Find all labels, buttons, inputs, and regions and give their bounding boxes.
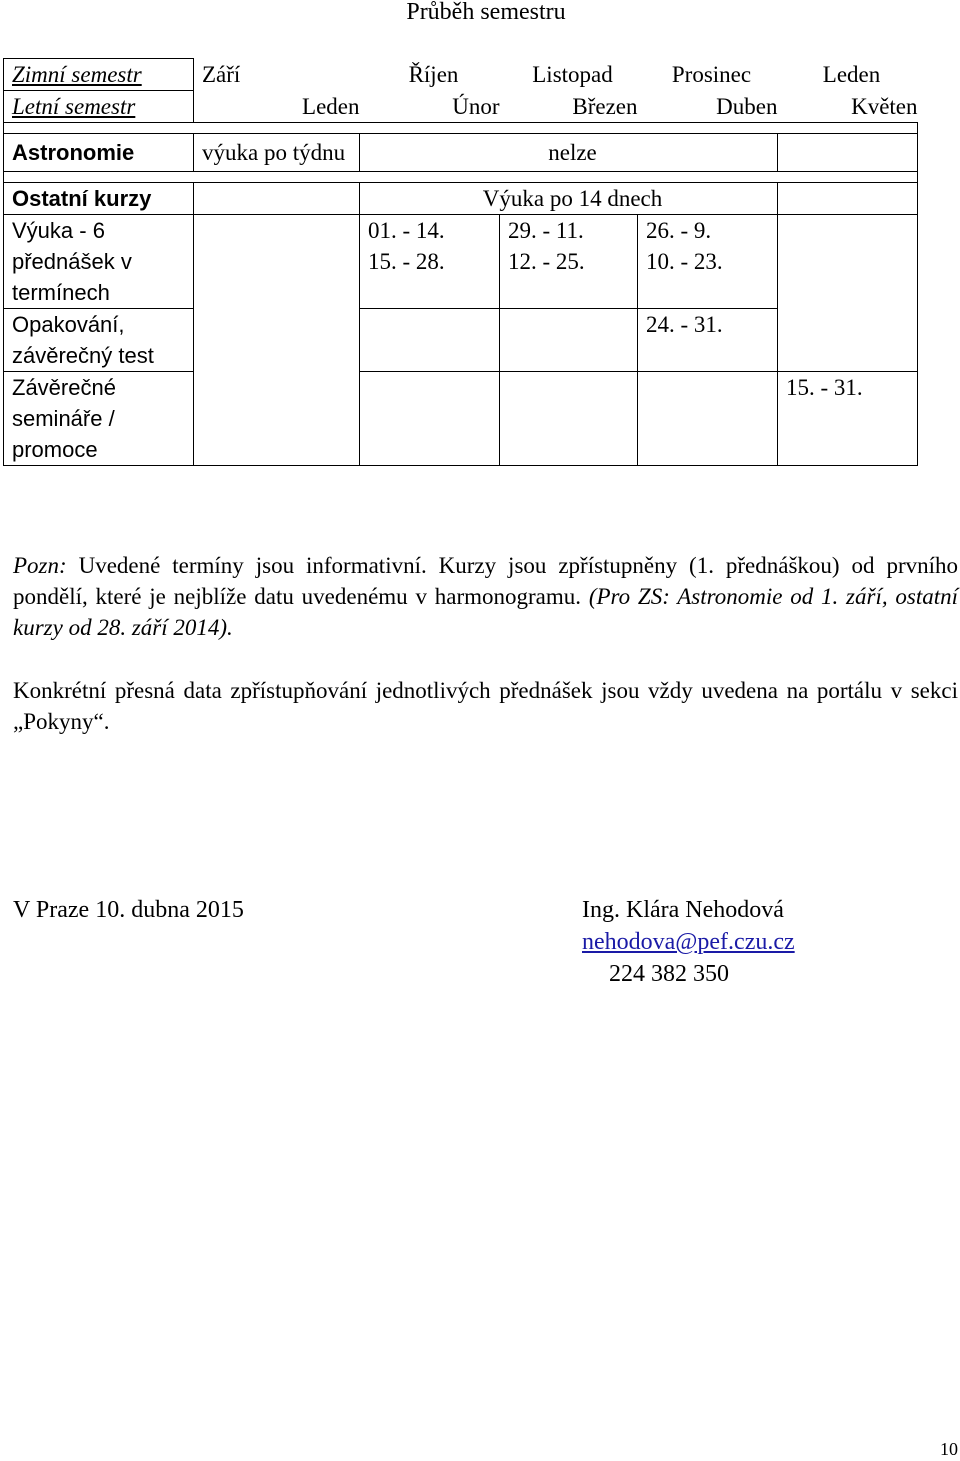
summer-semester-label: Letní semestr — [4, 91, 194, 123]
signature-name: Ing. Klára Nehodová — [582, 897, 784, 923]
zaverecne-label: Závěrečné semináře / promoce — [4, 372, 194, 466]
date-range-cell: 29. - 11. 12. - 25. — [500, 215, 638, 309]
winter-semester-label: Zimní semestr — [4, 59, 194, 91]
astronomie-mode: výuka po týdnu — [194, 134, 360, 172]
astronomie-label: Astronomie — [4, 134, 194, 172]
month-cell: Březen — [572, 93, 638, 119]
date-range-cell: 01. - 14. 15. - 28. — [360, 215, 500, 309]
month-cell: Květen — [851, 93, 918, 119]
ostatni-kurzy-row — [4, 183, 918, 215]
month-cell: Říjen — [408, 61, 459, 87]
page-title: Průběh semestru — [406, 0, 566, 25]
month-cell: Leden — [822, 61, 881, 87]
summer-semester-row — [4, 91, 918, 123]
month-cell: Duben — [716, 93, 778, 119]
month-cell: Prosinec — [671, 61, 752, 87]
date-range-cell: 26. - 9. 10. - 23. — [638, 215, 778, 309]
semester-schedule-table — [3, 58, 918, 466]
note-paragraph: Pozn: Uvedené termíny jsou informativní. Kurzy jsou zpřístupněny (1. přednáškou) od prvního pondělí, které je nejblíže datu uvedenému v harmonogramu. (Pro ZS: Astronomie od 1. září, ostatní kurzy od 28. září 2014). — [13, 553, 959, 640]
winter-semester-row — [4, 59, 918, 91]
month-cell: Listopad — [532, 61, 613, 87]
ostatni-kurzy-label: Ostatní kurzy — [4, 183, 194, 215]
date-range-cell: 24. - 31. — [638, 309, 778, 372]
place-date: V Praze 10. dubna 2015 — [13, 897, 244, 923]
vyuka-label: Výuka - 6 přednášek v termínech — [4, 215, 194, 309]
vyuka-row — [4, 215, 918, 309]
page-number: 10 — [940, 1439, 958, 1459]
month-cell: Září — [202, 61, 241, 87]
ostatni-kurzy-mode: Výuka po 14 dnech — [360, 183, 778, 215]
email-link[interactable]: nehodova@pef.czu.cz — [582, 929, 795, 955]
opakovani-label: Opakování, závěrečný test — [4, 309, 194, 372]
month-cell: Leden — [302, 93, 360, 119]
phone-number: 224 382 350 — [609, 961, 729, 987]
portal-note-paragraph: Konkrétní přesná data zpřístupňování jednotlivých přednášek jsou vždy uvedena na portálu v sekci „Pokyny“. — [13, 678, 958, 734]
month-cell: Únor — [452, 93, 500, 119]
date-range-cell: 15. - 31. — [778, 372, 918, 466]
astronomie-note: nelze — [360, 134, 778, 172]
astronomie-row — [4, 134, 918, 172]
zaverecne-row — [4, 372, 918, 466]
